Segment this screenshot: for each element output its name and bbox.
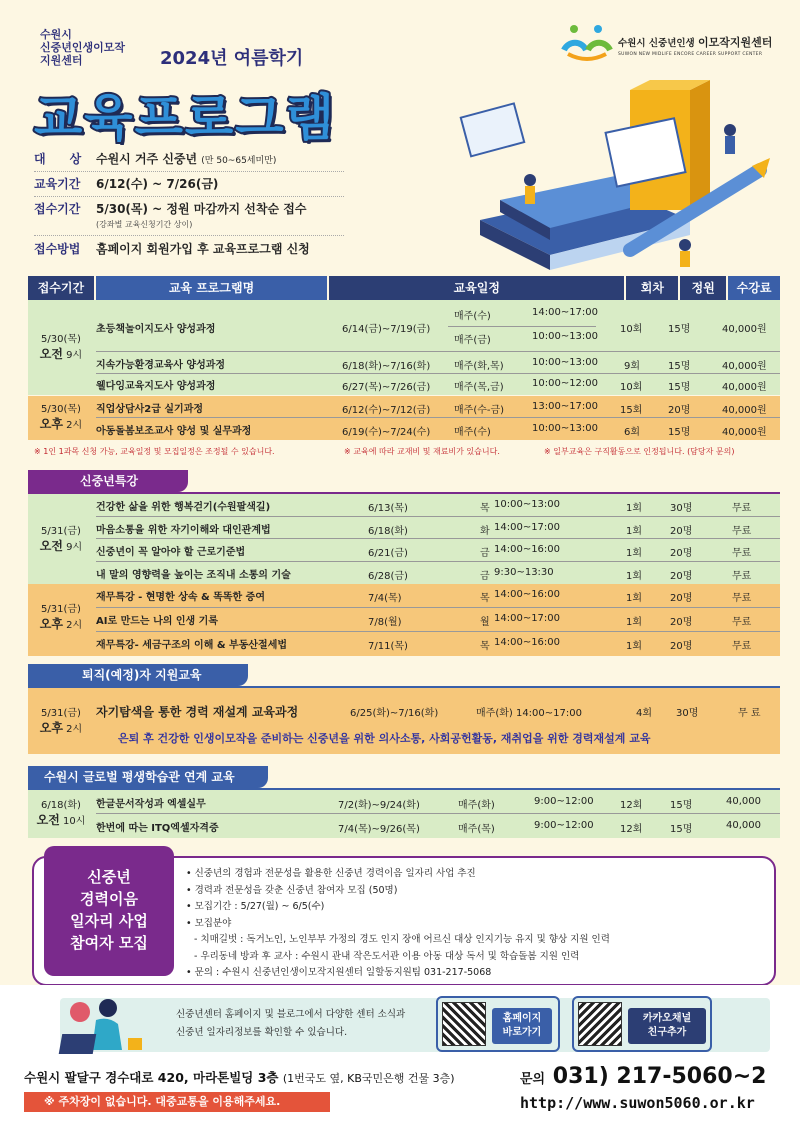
table-row: 한글문서작성과 엑셀실무 7/2(화)~9/24(화) 매주(화) 9:00~12:00 12회 15명 40,000 xyxy=(96,790,780,814)
col-capacity: 정원 xyxy=(680,276,726,300)
cell-cap: 20명 xyxy=(670,641,693,652)
cell-sessions: 1회 xyxy=(626,641,643,652)
contact-phone: 문의 031) 217-5060~2 xyxy=(520,1064,767,1089)
cell-name: 신중년이 꼭 알아야 할 근로기준법 xyxy=(96,547,246,558)
col-period: 접수기간 xyxy=(28,276,94,300)
info-label: 접수기간 xyxy=(34,202,81,216)
cell-day: 금 xyxy=(480,548,490,559)
cell-date: 7/11(목) xyxy=(368,641,408,652)
logo-icon xyxy=(560,24,614,64)
table-row xyxy=(96,517,780,540)
group-date: 6/18(화) 오전 10시 xyxy=(36,800,86,827)
website-url[interactable]: http://www.suwon5060.or.kr xyxy=(520,1094,755,1112)
table-row: 아동돌봄보조교사 양성 및 실무과정 6/19(수)~7/24(수) 매주(수) 10:00~13:00 6회 15명 40,000원 xyxy=(96,423,767,438)
notice-text: ※ 일부교육은 구직활동으로 인정됩니다. (담당자 문의) xyxy=(544,447,735,456)
program-description: 은퇴 후 건강한 인생이모작을 준비하는 신중년을 위한 의사소통, 사회공헌활동, 재취업을 위한 경력재설계 교육 xyxy=(118,732,651,745)
person-laptop-illustration xyxy=(56,990,156,1056)
recruit-badge: 신중년 경력이음 일자리 사업 참여자 모집 xyxy=(44,846,174,976)
cell-fee: 무료 xyxy=(732,503,752,514)
cell-cap: 20명 xyxy=(670,525,693,537)
recruit-details: • 신중년의 경험과 전문성을 활용한 신중년 경력이음 일자리 사업 추진 • 경력과 전문성을 갖춘 신중년 참여자 모집 (50명) • 모집기간 : 5/27(월) ~ 6/5(수) • 모집분야 - 치매길벗 : 독거노인, 노인부부 가정의 경도 인지 장애 어르신 대상 인지기능 유지 및 향상 지원 인력 - 우리동네 방과 후 교사 : 수원시 관내 작은도서관 이용 아동 대상 독서 및 학습돌봄 지원 인력 • 문의 : 수원시 신중년인생이모작지원센터 일할동지원팀 031-217-5068 xyxy=(186,868,610,978)
table-row xyxy=(96,632,780,656)
table-row: 직업상담사2급 실기과정 6/12(수)~7/12(금) 매주(수-금) 13:00~17:00 15회 20명 40,000원 xyxy=(96,396,780,418)
cell-time: 14:00~17:00 xyxy=(494,521,561,533)
cell-fee: 무료 xyxy=(732,593,752,604)
table-row: 한번에 따는 ITQ엑셀자격증 7/4(목)~9/26(목) 매주(목) 9:00~12:00 12회 15명 40,000 xyxy=(96,820,761,835)
info-method xyxy=(34,240,344,262)
cell-cap: 20명 xyxy=(670,570,693,582)
cell-time: 14:00~16:00 xyxy=(494,589,561,600)
promo-text: 신중년센터 홈페이지 및 블로그에서 다양한 센터 소식과 신중년 일자리정보를 확인할 수 있습니다. xyxy=(176,1009,406,1038)
cell-name: 건강한 삶을 위한 행복걷기(수원팔색길) xyxy=(96,502,271,513)
section-title-retire: 퇴직(예정)자 지원교육 xyxy=(28,664,248,686)
qr-code-icon xyxy=(578,1002,622,1046)
group-date: 5/30(목) 오전 9시 xyxy=(39,334,83,361)
table-row xyxy=(96,608,780,632)
kakao-link[interactable] xyxy=(572,996,712,1052)
table-row: 웰다잉교육지도사 양성과정 6/27(목)~7/26(금) 매주(목,금) 10:00~12:00 10회 15명 40,000원 xyxy=(96,378,767,393)
table-header xyxy=(28,276,780,300)
cell-time: 14:00~17:00 xyxy=(494,613,561,624)
table-row: 초등책놀이지도사 양성과정 6/14(금)~7/19(금) 매주(수) 14:00~17:00 매주(금) 10:00~13:00 10회 15명 40,000원 xyxy=(96,300,780,352)
cell-date: 7/4(목) xyxy=(368,593,402,604)
info-label: 접수방법 xyxy=(34,242,81,256)
program-period: 6/25(화)~7/16(화) xyxy=(350,708,439,719)
cell-sessions: 1회 xyxy=(626,570,643,582)
cell-day: 월 xyxy=(480,617,490,628)
kakao-button[interactable]: 카카오채널 친구추가 xyxy=(628,1008,706,1044)
section-title-global: 수원시 글로벌 평생학습관 연계 교육 xyxy=(28,766,268,788)
cell-date: 6/28(금) xyxy=(368,570,408,582)
cell-day: 화 xyxy=(480,525,490,537)
info-registration xyxy=(34,200,344,236)
cell-name: 내 말의 영향력을 높이는 조직내 소통의 기술 xyxy=(96,569,291,581)
group-date: 5/31(금) 오후 2시 xyxy=(39,708,83,735)
table-row xyxy=(96,584,780,608)
info-label: 교육기간 xyxy=(34,177,81,191)
cell-day: 목 xyxy=(480,593,490,604)
notice-text: ※ 교육에 따라 교재비 및 재료비가 있습니다. xyxy=(344,447,500,456)
cell-fee: 무료 xyxy=(732,641,752,652)
cell-fee: 무료 xyxy=(732,617,752,628)
col-fee: 수강료 xyxy=(728,276,780,300)
cell-sessions: 1회 xyxy=(626,548,643,559)
program-sessions: 4회 xyxy=(636,708,653,719)
program-capacity: 30명 xyxy=(676,708,699,719)
cell-date: 6/13(목) xyxy=(368,503,408,514)
notice-text: ※ 1인 1과목 신청 가능, 교육일정 및 모집일정은 조정될 수 있습니다. xyxy=(34,447,275,456)
cell-name: 재무특강 - 현명한 상속 & 똑똑한 증여 xyxy=(96,592,265,603)
cell-time: 14:00~16:00 xyxy=(494,544,561,555)
section-title-special: 신중년특강 xyxy=(28,470,188,492)
cell-time: 10:00~13:00 xyxy=(494,499,561,510)
cell-day: 목 xyxy=(480,641,490,652)
cell-fee: 무료 xyxy=(732,548,752,559)
parking-notice: ※ 주차장이 없습니다. 대중교통을 이용해주세요. xyxy=(24,1092,330,1112)
cell-name: 재무특강- 세금구조의 이해 & 부동산절세법 xyxy=(96,640,288,651)
cell-cap: 20명 xyxy=(670,617,693,628)
cell-fee: 무료 xyxy=(732,525,752,537)
info-target xyxy=(34,150,344,172)
group-date: 5/31(금) 오후 2시 xyxy=(39,604,83,631)
col-schedule: 교육일정 xyxy=(329,276,624,300)
cell-cap: 20명 xyxy=(670,548,693,559)
table-row xyxy=(96,494,780,517)
cell-sessions: 1회 xyxy=(626,617,643,628)
table-row xyxy=(96,539,780,562)
program-fee: 무 료 xyxy=(738,708,761,719)
logo-subtext: SUWON NEW MIDLIFE ENCORE CAREER SUPPORT CENTER xyxy=(618,52,763,57)
org-name: 수원시 신중년인생이모작 지원센터 xyxy=(40,28,126,67)
group-date: 5/30(목) 오후 2시 xyxy=(39,404,83,431)
info-value: 수원시 거주 신중년 (만 50~65세미만) xyxy=(96,152,277,166)
col-program: 교육 프로그램명 xyxy=(96,276,327,300)
cell-date: 6/18(화) xyxy=(368,525,408,537)
info-period xyxy=(34,175,344,197)
page-title: 교육프로그램 xyxy=(34,89,336,147)
program-name: 자기탐색을 통한 경력 재설계 교육과정 xyxy=(96,705,299,719)
logo-text: 수원시 신중년인생 이모작지원센터 xyxy=(618,36,773,49)
cell-day: 목 xyxy=(480,503,490,514)
cell-name: AI로 만드는 나의 인생 기록 xyxy=(96,616,218,627)
cell-cap: 30명 xyxy=(670,503,693,514)
cell-date: 6/21(금) xyxy=(368,548,408,559)
cell-day: 금 xyxy=(480,570,490,582)
books-illustration xyxy=(430,70,780,270)
semester-title: 2024년 여름학기 xyxy=(160,48,304,69)
address: 수원시 팔달구 경수대로 420, 마라톤빌딩 3층 (1번국도 옆, KB국민은행 건물 3층) xyxy=(24,1070,455,1085)
group-date: 5/31(금) 오전 9시 xyxy=(39,526,83,553)
cell-sessions: 1회 xyxy=(626,593,643,604)
cell-time: 14:00~16:00 xyxy=(494,637,561,648)
cell-sessions: 1회 xyxy=(626,503,643,514)
cell-time: 9:30~13:30 xyxy=(494,566,554,578)
homepage-button[interactable]: 홈페이지 바로가기 xyxy=(492,1008,552,1044)
cell-cap: 20명 xyxy=(670,593,693,604)
homepage-link[interactable] xyxy=(436,996,560,1052)
cell-fee: 무료 xyxy=(732,570,752,582)
cell-sessions: 1회 xyxy=(626,525,643,537)
table-row: 지속가능환경교육사 양성과정 6/18(화)~7/16(화) 매주(화,목) 10:00~13:00 9회 15명 40,000원 xyxy=(96,352,780,374)
info-value: 5/30(목) ~ 정원 마감까지 선착순 접수 (강좌별 교육신청기간 상이) xyxy=(96,202,307,229)
info-value: 홈페이지 회원가입 후 교육프로그램 신청 xyxy=(96,242,310,256)
cell-date: 7/8(월) xyxy=(368,617,402,628)
qr-code-icon xyxy=(442,1002,486,1046)
center-logo xyxy=(560,24,780,64)
program-schedule: 매주(화) 14:00~17:00 xyxy=(476,708,582,719)
info-label: 대 상 xyxy=(34,152,82,166)
info-value: 6/12(수) ~ 7/26(금) xyxy=(96,177,219,191)
cell-name: 마음소통을 위한 자기이해와 대인관계법 xyxy=(96,524,271,536)
table-row xyxy=(96,562,780,585)
col-sessions: 회차 xyxy=(626,276,678,300)
